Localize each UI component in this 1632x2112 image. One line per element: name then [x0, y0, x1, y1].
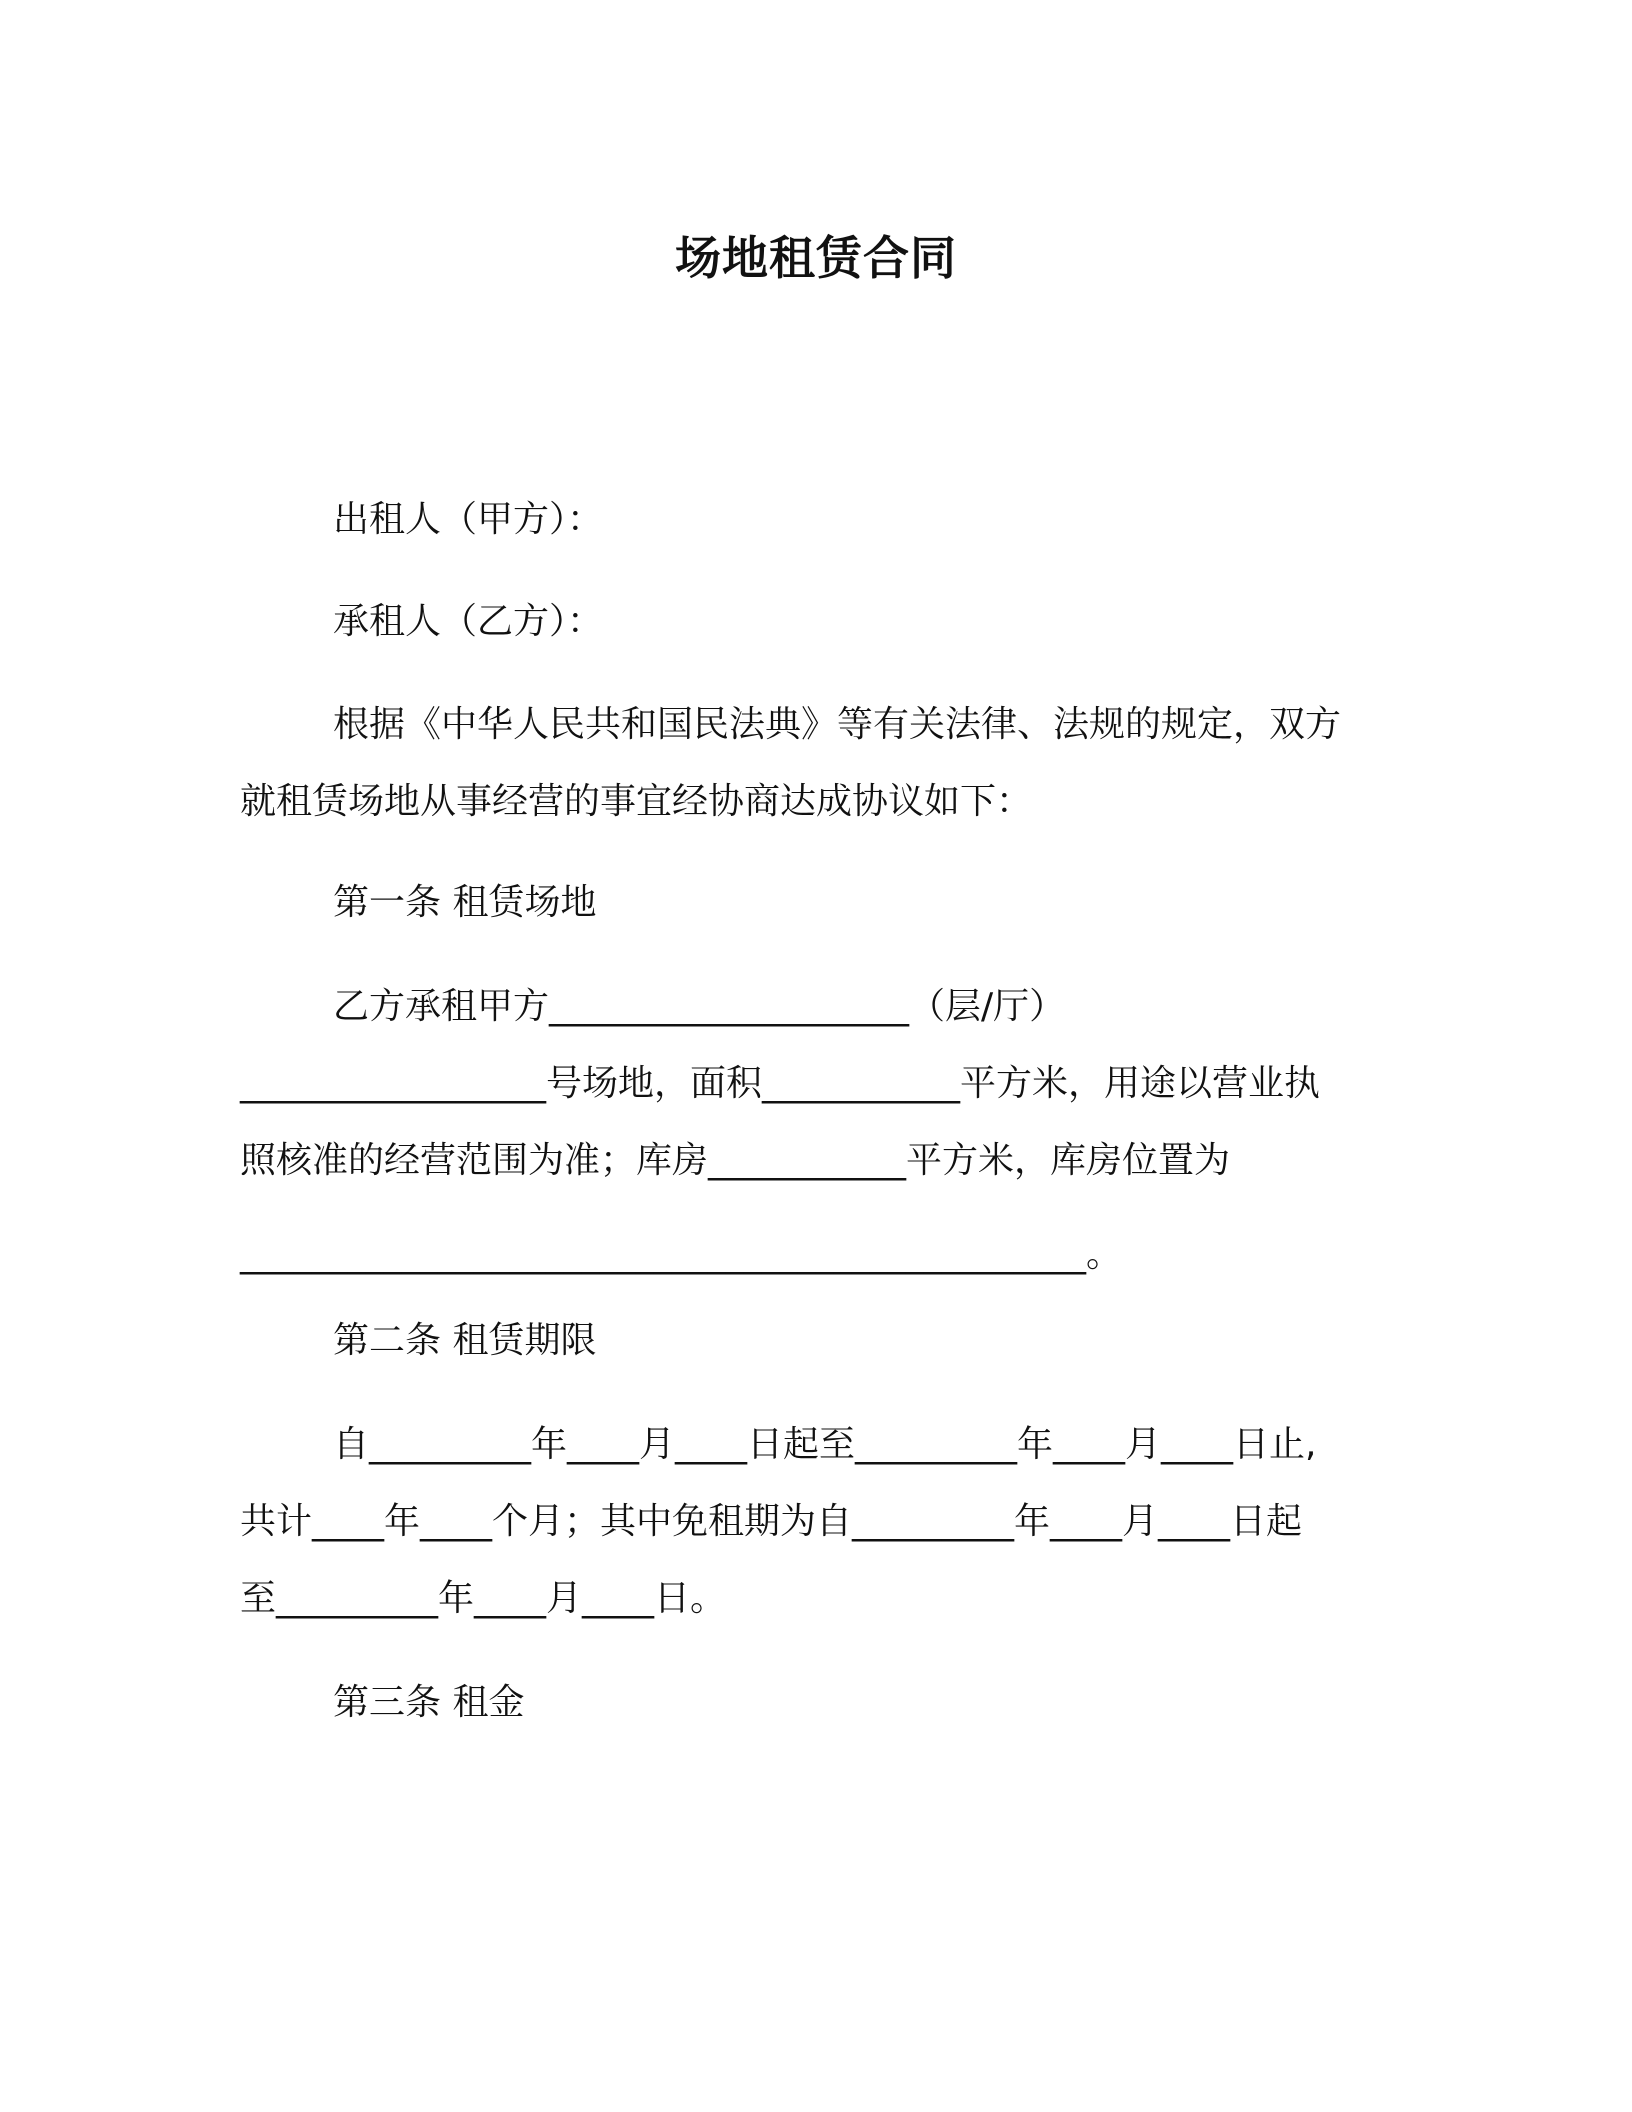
article2-line-3: 至_________年____月____日。 [240, 1578, 727, 1619]
preamble-line-1: 根据《中华人民共和国民法典》等有关法律、法规的规定，双方 [333, 704, 1342, 745]
article2-line-2: 共计____年____个月；其中免租期为自_________年____月____日起 [240, 1501, 1303, 1542]
article1-line-3: 照核准的经营范围为准；库房___________平方米，库房位置为 [240, 1140, 1231, 1181]
article1-heading: 第一条 租赁场地 [333, 882, 597, 923]
document-title: 场地租赁合同 [675, 231, 957, 285]
article2-heading: 第二条 租赁期限 [333, 1320, 597, 1361]
party-b-label: 承租人（乙方）： [333, 601, 604, 642]
article3-heading: 第三条 租金 [333, 1682, 525, 1723]
party-a-label: 出租人（甲方）： [333, 499, 604, 540]
article1-line-4: _______________________________________________。 [240, 1234, 1122, 1275]
preamble-line-2: 就租赁场地从事经营的事宜经协商达成协议如下： [240, 781, 1033, 822]
article1-line-2: _________________号场地，面积___________平方米，用途以营业执 [240, 1063, 1321, 1104]
article2-line-1: 自_________年____月____日起至_________年____月____日止, [333, 1424, 1317, 1465]
article1-line-1: 乙方承租甲方____________________（层/厅） [333, 986, 1066, 1027]
